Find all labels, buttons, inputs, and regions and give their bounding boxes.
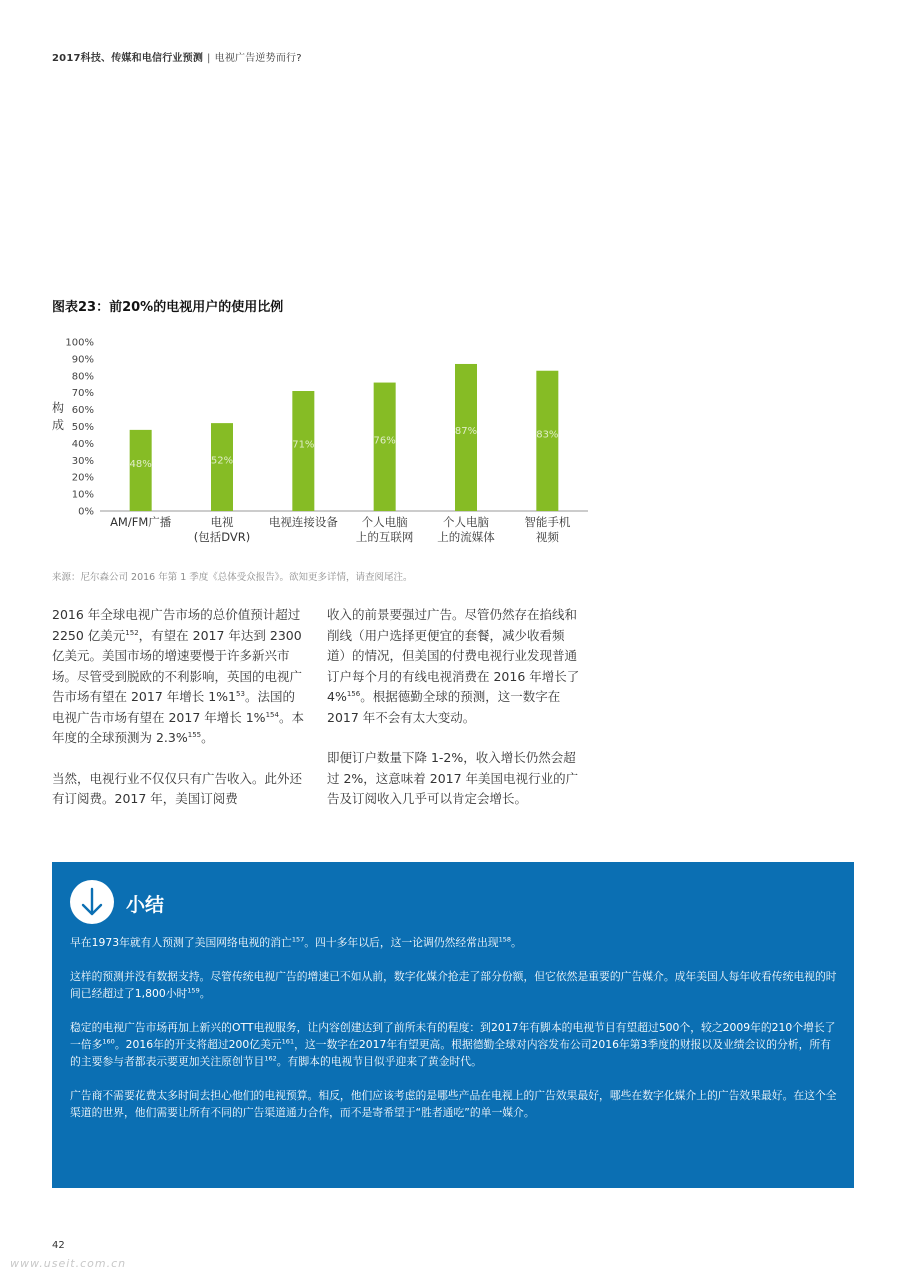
bar-value-label: 48% bbox=[129, 459, 152, 471]
summary-paragraph: 这样的预测并没有数据支持。尽管传统电视广告的增速已不如从前，数字化媒介抢走了部分份额，但它依然是重要的广告媒介。成年美国人每年收看传统电视的时间已经超过了1,800小时$^{159}$。 bbox=[70, 970, 837, 1000]
body-column-right bbox=[327, 605, 583, 830]
y-tick-label: 10% bbox=[71, 489, 94, 501]
bar-value-label: 87% bbox=[454, 426, 478, 438]
x-tick-label: 个人电脑 bbox=[361, 515, 408, 529]
endnote-ref[interactable]: 160 bbox=[102, 1037, 115, 1046]
body-column-left bbox=[52, 605, 304, 830]
summary-paragraph: 广告商不需要花费太多时间去担心他们的电视预算。相反，他们应该考虑的是哪些产品在电视上的广告效果最好，哪些在数字化媒介上的广告效果最好。在这个全渠道的世界，他们需要让所有不同的广告渠道通力合作，而不是寄希望于“胜者通吃”的单一媒介。 bbox=[70, 1089, 837, 1119]
endnote-ref[interactable]: 157 bbox=[291, 935, 305, 944]
bar bbox=[130, 430, 152, 511]
y-tick-label: 60% bbox=[71, 405, 94, 417]
bar bbox=[536, 371, 558, 511]
running-header bbox=[52, 49, 302, 64]
paragraph-pay-tv: 收入的前景要强过广告。尽管仍然存在掐线和削线（用户选择更便宜的套餐，减少收看频道）的情况，但美国的付费电视行业发现普通订户每个月的有线电视消费在 2016 年增长了 4%$^{156}$。根据德勤全球的预测，这一数字在 2017 年不会有太大变动。 bbox=[327, 607, 580, 725]
y-tick-label: 0% bbox=[78, 506, 94, 518]
y-tick-label: 50% bbox=[71, 422, 94, 433]
bar bbox=[455, 364, 477, 511]
paragraph-market-value: 2016 年全球电视广告市场的总价值预计超过 2250 亿美元$^{152}$，有望在 2017 年达到 2300 亿美元。美国市场的增速要慢于许多新兴市场。尽管受到脱欧的不利影响，英国的电视广告市场有望在 2017 年增长 $1\%1^{53}$。法国的电视广告市场有望在 2017 年增长 1%$^{154}$。本年度的全球预测为 2.3%$^{155}$。 bbox=[52, 607, 304, 745]
x-tick-label: (包括DVR) bbox=[193, 530, 251, 544]
bar bbox=[292, 391, 314, 511]
bar-value-label: 71% bbox=[292, 439, 315, 451]
x-tick-label: 视频 bbox=[535, 530, 559, 544]
chart-source-note: 来源：尼尔森公司 2016 年第 1 季度《总体受众报告》。欲知更多详情，请查阅尾注。 bbox=[52, 572, 413, 583]
y-tick-label: 70% bbox=[71, 388, 94, 400]
chart-title: 图表23：前20%的电视用户的使用比例 bbox=[52, 300, 284, 315]
x-tick-label: 上的互联网 bbox=[355, 530, 414, 544]
summary-paragraph: 稳定的电视广告市场再加上新兴的OTT电视服务，让内容创建达到了前所未有的程度：到2017年有脚本的电视节目有望超过500个，较之2009年的210个增长了一倍多$^{160}$。2016年的开支将超过200亿美元$^{161}$，这一数字在2017年有望更高。根据德勤全球对内容发布公司2016年第3季度的财报以及业绩会议的分析，所有的主要参与者都表示要更加关注原创节目$^{162}$。有脚本的电视节目似乎迎来了黄金时代。 bbox=[70, 1021, 836, 1068]
x-tick-label: 个人电脑 bbox=[443, 515, 489, 529]
endnote-ref[interactable]: 156 bbox=[346, 689, 361, 698]
paragraph-subscription: 当然，电视行业不仅仅只有广告收入。此外还有订阅费。2017 年，美国订阅费 bbox=[52, 770, 303, 806]
endnote-ref[interactable]: 155 bbox=[187, 730, 202, 739]
header-separator: | bbox=[207, 53, 211, 64]
y-tick-label: 20% bbox=[71, 472, 94, 484]
x-tick-label: 上的流媒体 bbox=[437, 530, 495, 544]
endnote-ref[interactable]: 53 bbox=[236, 689, 245, 698]
bar-value-label: 52% bbox=[210, 455, 234, 467]
bar bbox=[211, 423, 233, 511]
bar-value-label: 76% bbox=[373, 435, 396, 447]
paragraph-revenue-growth: 即便订户数量下降 1-2%，收入增长仍然会超过 2%，这意味着 2017 年美国电视行业的广告及订阅收入几乎可以肯定会增长。 bbox=[327, 750, 579, 806]
summary-title: 小结 bbox=[126, 894, 165, 916]
down-arrow-icon bbox=[70, 880, 114, 924]
y-axis-label: 构 bbox=[51, 401, 65, 415]
x-tick-label: 电视 bbox=[210, 515, 234, 529]
y-tick-label: 100% bbox=[65, 337, 94, 349]
y-tick-label: 80% bbox=[71, 371, 94, 383]
summary-paragraph: 早在1973年就有人预测了美国网络电视的消亡$^{157}$。四十多年以后，这一论调仍然经常出现$^{158}$。 bbox=[70, 935, 522, 949]
bar-value-label: 83% bbox=[536, 429, 559, 441]
endnote-ref[interactable]: 162 bbox=[264, 1054, 277, 1063]
x-tick-label: 电视连接设备 bbox=[268, 515, 338, 529]
endnote-ref[interactable]: 154 bbox=[265, 710, 279, 719]
endnote-ref[interactable]: 152 bbox=[125, 628, 139, 637]
bar bbox=[374, 383, 396, 511]
endnote-ref[interactable]: 158 bbox=[498, 935, 512, 944]
summary-body bbox=[70, 934, 840, 1138]
summary-box bbox=[52, 862, 854, 1188]
chapter-title: 电视广告逆势而行? bbox=[214, 53, 302, 64]
x-tick-label: AM/FM广播 bbox=[110, 515, 172, 529]
y-tick-label: 30% bbox=[71, 455, 94, 467]
report-title: 2017科技、传媒和电信行业预测 bbox=[52, 53, 204, 64]
x-tick-label: 智能手机 bbox=[524, 515, 571, 529]
page-number: 42 bbox=[52, 1240, 65, 1251]
y-axis-label: 成 bbox=[51, 418, 65, 432]
y-tick-label: 40% bbox=[71, 438, 94, 450]
usage-bar-chart bbox=[40, 330, 600, 555]
endnote-ref[interactable]: 161 bbox=[281, 1037, 295, 1046]
y-tick-label: 90% bbox=[71, 354, 94, 366]
endnote-ref[interactable]: 159 bbox=[187, 986, 200, 995]
watermark: www.useit.com.cn bbox=[10, 1257, 127, 1270]
